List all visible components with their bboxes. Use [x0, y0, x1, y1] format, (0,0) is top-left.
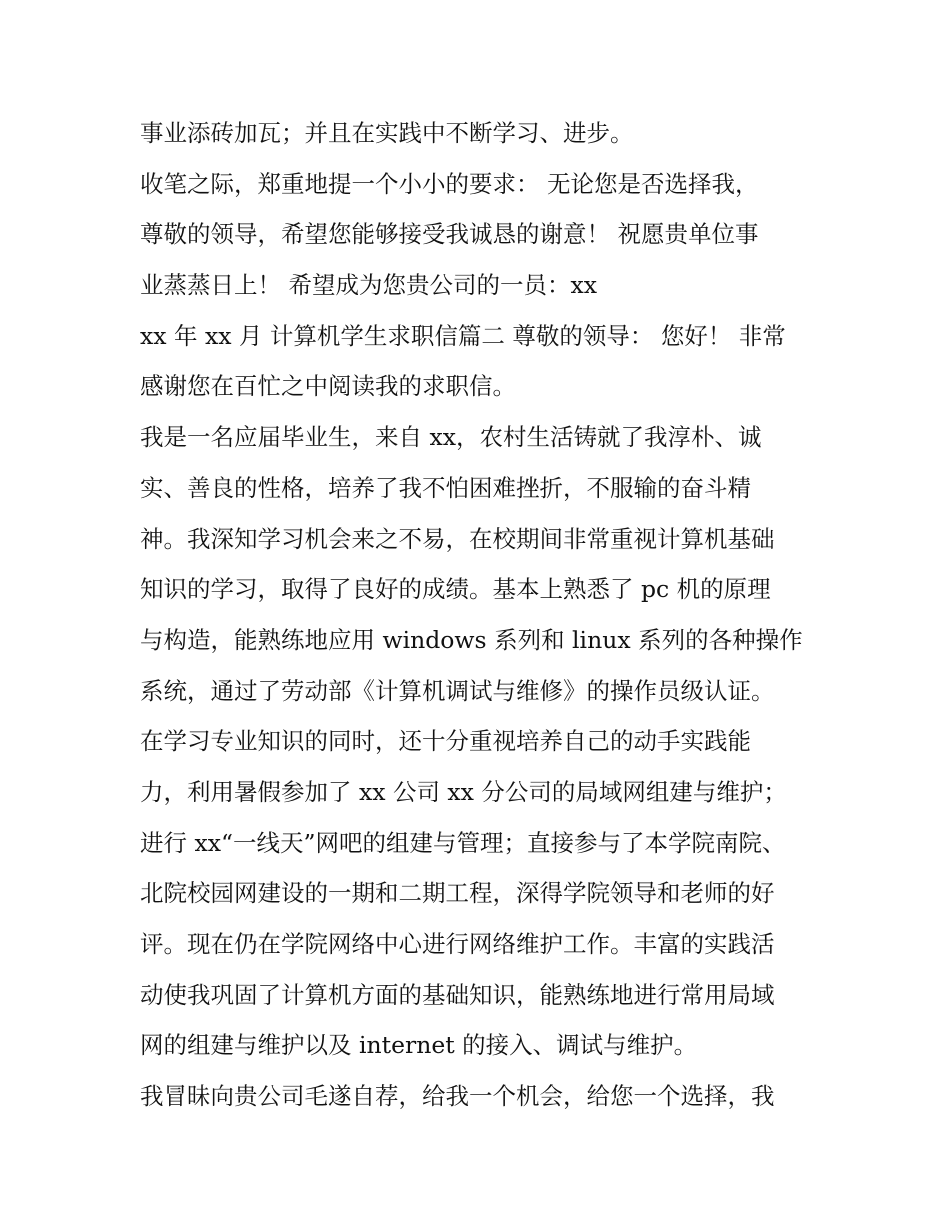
text-line: 尊敬的领导，希望您能够接受我诚恳的谢意！ 祝愿贵单位事 — [140, 220, 759, 249]
text-line: 评。现在仍在学院网络中心进行网络维护工作。丰富的实践活 — [140, 930, 775, 958]
text-line: 我冒昧向贵公司毛遂自荐，给我一个机会，给您一个选择，我 — [140, 1082, 775, 1111]
text-line: 在学习专业知识的同时，还十分重视培养自己的动手实践能 — [140, 727, 751, 756]
text-line: 我是一名应届毕业生，来自 xx，农村生活铸就了我淳朴、诚 — [140, 423, 762, 452]
text-line: 与构造，能熟练地应用 windows 系列和 linux 系列的各种操作 — [140, 625, 803, 654]
text-line: 网的组建与维护以及 internet 的接入、调试与维护。 — [140, 1031, 698, 1060]
text-line: 知识的学习，取得了良好的成绩。基本上熟悉了 pc 机的原理 — [140, 575, 771, 604]
text-line: 感谢您在百忙之中阅读我的求职信。 — [140, 372, 516, 401]
text-line: 事业添砖加瓦；并且在实践中不断学习、进步。 — [140, 119, 634, 147]
text-line: 系统，通过了劳动部《计算机调试与维修》的操作员级认证。 — [140, 676, 775, 705]
text-line: 动使我巩固了计算机方面的基础知识，能熟练地进行常用局域 — [140, 980, 775, 1009]
text-line: xx 年 xx 月 计算机学生求职信篇二 尊敬的领导： 您好！ 非常 — [140, 321, 786, 350]
text-line: 北院校园网建设的一期和二期工程，深得学院领导和老师的好 — [140, 879, 775, 908]
text-line: 实、善良的性格，培养了我不怕困难挫折，不服输的奋斗精 — [140, 473, 751, 502]
text-line: 神。我深知学习机会来之不易，在校期间非常重视计算机基础 — [140, 524, 775, 553]
text-line: 业蒸蒸日上！ 希望成为您贵公司的一员：xx — [140, 271, 597, 300]
text-line: 力，利用暑假参加了 xx 公司 xx 分公司的局域网组建与维护； — [140, 777, 787, 806]
text-line: 进行 xx“一线天”网吧的组建与管理；直接参与了本学院南院、 — [140, 828, 786, 857]
text-line: 收笔之际，郑重地提一个小小的要求： 无论您是否选择我， — [140, 169, 759, 198]
letter-body — [140, 108, 820, 1122]
